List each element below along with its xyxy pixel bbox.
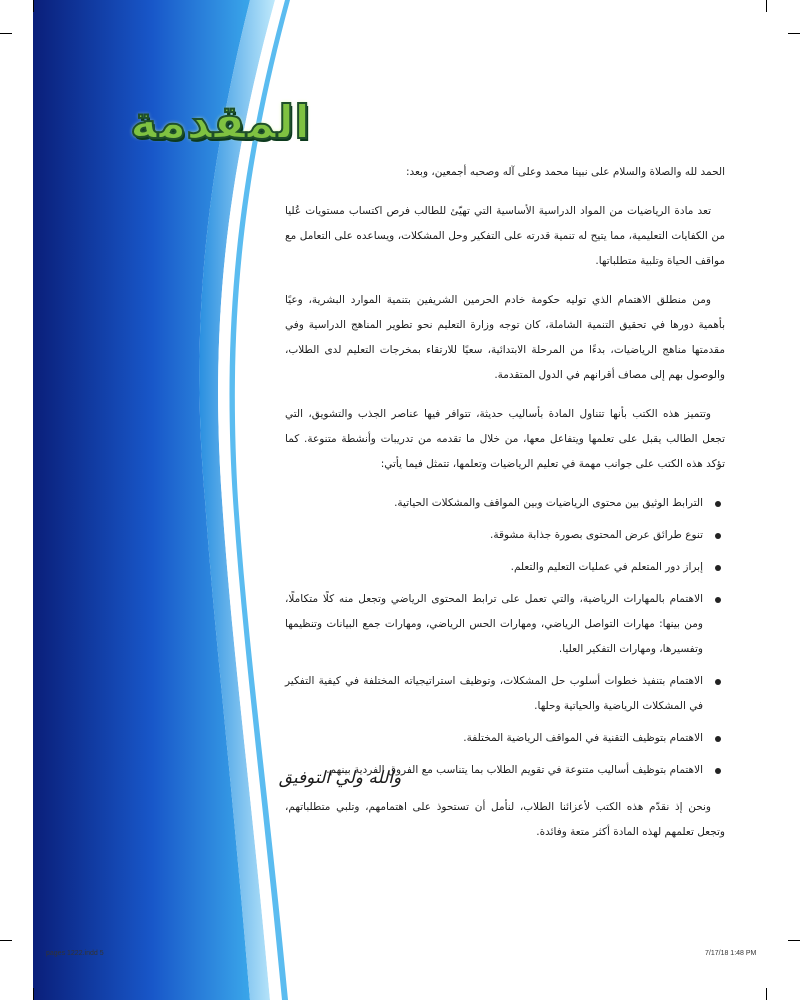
list-item <box>285 491 725 516</box>
list-item-text: الاهتمام بالمهارات الرياضية، والتي تعمل على ترابط المحتوى الرياضي وتجعل منه كلًا متكاملًا، ومن بينها: مهارات التواصل الرياضي، ومهارات الحس الرياضي، ومهارات جمع البيانات وتنظيمها وتفسيرها، ومهارات التفكير العليا. <box>285 593 703 655</box>
bullet-icon <box>715 679 721 685</box>
list-item <box>285 669 725 719</box>
introduction-text <box>285 160 725 859</box>
file-label: pages 1222.indd 5 <box>46 950 104 957</box>
bullet-icon <box>715 565 721 571</box>
list-item <box>285 587 725 662</box>
crop-mark <box>33 0 34 12</box>
list-item-text: الاهتمام بتنفيذ خطوات أسلوب حل المشكلات، وتوظيف استراتيجياته المختلفة في كيفية التفكير في المشكلات الرياضية والحياتية وحلها. <box>285 675 703 712</box>
list-item-text: الاهتمام بتوظيف التقنية في المواقف الرياضية المختلفة. <box>463 732 703 744</box>
list-item <box>285 555 725 580</box>
paragraph: وتتميز هذه الكتب بأنها تتناول المادة بأساليب حديثة، تتوافر فيها عناصر الجذب والتشويق، التي تجعل الطالب يقبل على تعلمها ويتفاعل معها، من خلال ما تقدمه من تدريبات وأنشطة متنوعة. كما تؤكد هذه الكتب على جوانب مهمة في تعليم الرياضيات وتعلمها، تتمثل فيما يأتي: <box>285 408 725 470</box>
crop-mark <box>0 940 12 941</box>
bullet-icon <box>715 501 721 507</box>
bullet-icon <box>715 768 721 774</box>
list-item-text: الاهتمام بتوظيف أساليب متنوعة في تقويم الطلاب بما يتناسب مع الفروق الفردية بينهم. <box>326 764 703 776</box>
bullet-icon <box>715 736 721 742</box>
print-timestamp: 7/17/18 1:48 PM <box>705 950 757 957</box>
crop-mark <box>788 33 800 34</box>
closing-paragraph: ونحن إذ نقدّم هذه الكتب لأعزائنا الطلاب، لنأمل أن تستحوذ على اهتمامهم، وتلبي متطلباتهم، وتجعل تعلمهم لهذه المادة أكثر متعة وفائدة. <box>285 801 725 838</box>
greeting-line: الحمد لله والصلاة والسلام على نبينا محمد وعلى آله وصحبه أجمعين، وبعد: <box>405 166 725 178</box>
crop-mark <box>766 0 767 12</box>
list-item-text: الترابط الوثيق بين محتوى الرياضيات وبين المواقف والمشكلات الحياتية. <box>394 497 703 509</box>
paragraph: تعد مادة الرياضيات من المواد الدراسية الأساسية التي تهيّئ للطالب فرص اكتساب مستويات عُليا من الكفايات التعليمية، مما يتيح له تنمية قدرته على التفكير وحل المشكلات، ويساعده على التعامل مع مواقف الحياة وتلبية متطلباتها. <box>285 205 725 267</box>
page-title: المقدمة <box>130 95 310 149</box>
list-item <box>285 523 725 548</box>
crop-mark <box>788 940 800 941</box>
page-title-block <box>95 85 345 160</box>
bullet-icon <box>715 597 721 603</box>
crop-mark <box>33 988 34 1000</box>
bullet-icon <box>715 533 721 539</box>
features-list <box>285 491 725 783</box>
paragraph: ومن منطلق الاهتمام الذي توليه حكومة خادم الحرمين الشريفين بتنمية الموارد البشرية، وعيًا بأهمية دورها في تحقيق التنمية الشاملة، كان توجه وزارة التعليم نحو تطوير المناهج الدراسية وفي مقدمتها مناهج الرياضيات، بدءًا من المرحلة الابتدائية، سعيًا للارتقاء بمخرجات التعليم لدى الطلاب، والوصول بهم إلى مصاف أقرانهم في الدول المتقدمة. <box>285 294 725 381</box>
list-item <box>285 726 725 751</box>
list-item-text: تنوع طرائق عرض المحتوى بصورة جذابة مشوقة. <box>490 529 703 541</box>
signoff: والله ولي التوفيق <box>278 768 402 788</box>
list-item-text: إبراز دور المتعلم في عمليات التعليم والتعلم. <box>510 561 703 573</box>
crop-mark <box>766 988 767 1000</box>
crop-mark <box>0 33 12 34</box>
